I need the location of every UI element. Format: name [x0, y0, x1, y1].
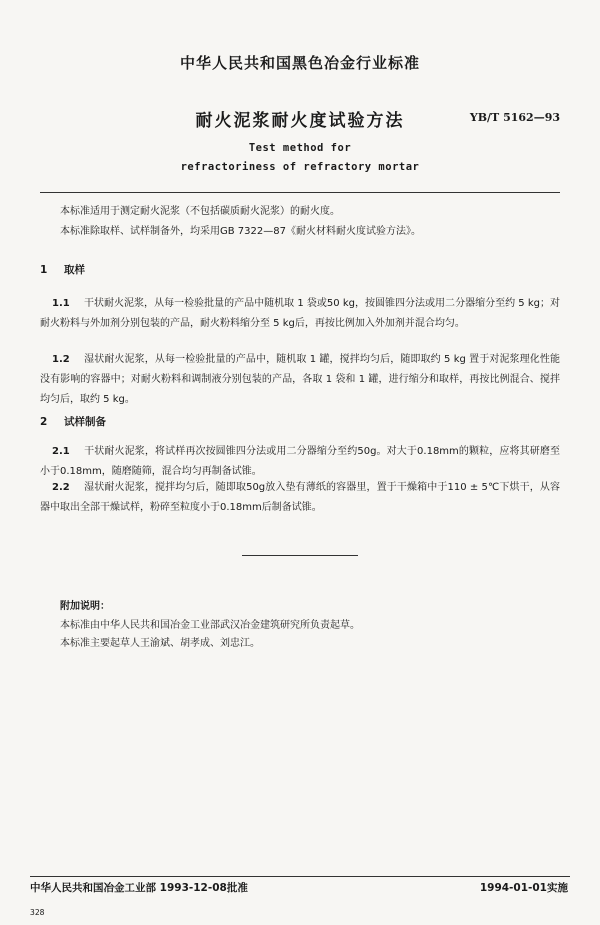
clause-text: 干状耐火泥浆，将试样再次按圆锥四分法或用二分器缩分至约50g。对大于0.18mm的颗粒，应将其研磨至小于0.18mm，随磨随筛，混合均匀再制备试锥。: [40, 446, 560, 477]
english-title-line-1: Test method for: [248, 142, 352, 154]
footer-divider: [30, 876, 570, 877]
issuing-organization: 中华人民共和国黑色冶金行业标准: [179, 54, 420, 72]
implementation-date: 1994-01-01实施: [479, 882, 568, 894]
clause-text: 干状耐火泥浆，从每一检验批量的产品中随机取 1 袋或50 kg，按圆锥四分法或用二分器缩分至约 5 kg；对耐火粉料与外加剂分别包装的产品，耐火粉料缩分至 5 kg后，再按比例加入外加剂并混合均匀。: [40, 298, 560, 329]
clause-2-2: [40, 478, 560, 518]
clause-1-1: [40, 294, 560, 334]
clause-1-2: [40, 350, 560, 410]
notes-heading: 附加说明：: [60, 601, 110, 612]
approval-statement: 中华人民共和国冶金工业部 1993-12-08批准: [30, 882, 248, 894]
section-number: 1: [40, 264, 48, 276]
document-title: 耐火泥浆耐火度试验方法: [195, 111, 405, 131]
section-heading-2: [40, 414, 106, 429]
standard-code: YB/T 5162—93: [469, 111, 560, 124]
clause-text: 湿状耐火泥浆，搅拌均匀后，随即取50g放入垫有薄纸的容器里，置于干燥箱中于110 ± 5℃下烘干，从容器中取出全部干燥试样，粉碎至粒度小于0.18mm后制备试锥。: [40, 482, 560, 513]
header-divider: [40, 192, 560, 193]
clause-number: 1.1: [52, 298, 70, 309]
clause-number: 2.2: [52, 482, 70, 493]
intro-paragraph-2: 本标准除取样、试样制备外，均采用GB 7322—87《耐火材料耐火度试验方法》。: [60, 226, 421, 237]
section-title: 试样制备: [64, 416, 106, 428]
clause-text: 湿状耐火泥浆，从每一检验批量的产品中，随机取 1 罐，搅拌均匀后，随即取约 5 kg 置于对泥浆理化性能没有影响的容器中；对耐火粉料和调制液分别包装的产品，各取 1 袋和 1 罐，进行缩分和取样，再按比例混合、搅拌均匀后，取约 5 kg。: [40, 354, 560, 405]
clause-2-1: [40, 442, 560, 482]
section-heading-1: [40, 262, 85, 277]
notes-line-1: 本标准由中华人民共和国冶金工业部武汉冶金建筑研究所负责起草。: [60, 620, 360, 631]
clause-number: 1.2: [52, 354, 70, 365]
section-title: 取样: [64, 264, 85, 276]
end-of-text-divider: [242, 555, 358, 556]
section-number: 2: [40, 416, 48, 428]
intro-paragraph-1: 本标准适用于测定耐火泥浆（不包括碳质耐火泥浆）的耐火度。: [60, 206, 340, 217]
english-title-line-2: refractoriness of refractory mortar: [180, 161, 420, 173]
clause-number: 2.1: [52, 446, 70, 457]
notes-line-2: 本标准主要起草人王渝斌、胡孝成、刘忠江。: [60, 638, 260, 649]
page-number: 328: [30, 908, 45, 917]
